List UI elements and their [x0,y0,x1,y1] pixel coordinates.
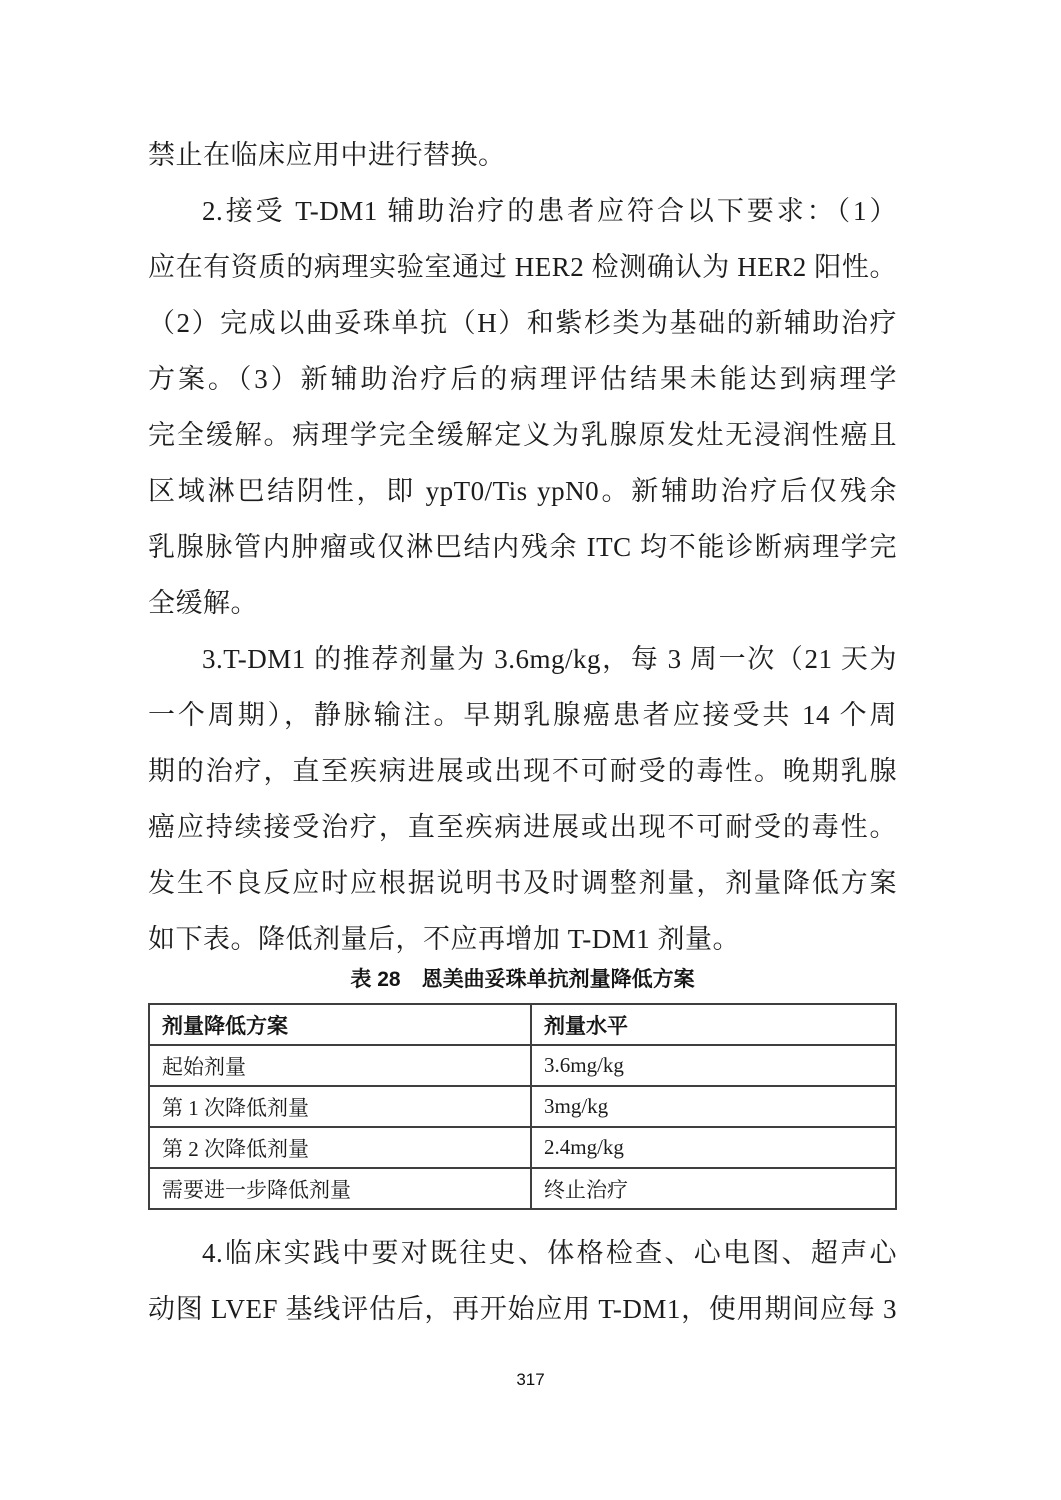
table-cell: 需要进一步降低剂量 [149,1168,531,1209]
table-row [149,1086,896,1127]
table-header-row [149,1004,896,1045]
body-line: 全缓解。 [148,588,258,618]
table-cell: 3.6mg/kg [531,1045,896,1086]
body-line: 癌应持续接受治疗，直至疾病进展或出现不可耐受的毒性。 [148,812,897,842]
body-line: 区域淋巴结阴性，即 ypT0/Tis ypN0。新辅助治疗后仅残余 [148,476,897,506]
table-cell: 第 2 次降低剂量 [149,1127,531,1168]
table-caption: 表 28 恩美曲妥珠单抗剂量降低方案 [350,968,695,991]
table-row [149,1045,896,1086]
table-cell: 终止治疗 [531,1168,896,1209]
table-cell: 第 1 次降低剂量 [149,1086,531,1127]
table-cell: 起始剂量 [149,1045,531,1086]
body-line: 一个周期），静脉输注。早期乳腺癌患者应接受共 14 个周 [148,700,897,730]
table-row [149,1168,896,1209]
body-line: 3.T-DM1 的推荐剂量为 3.6mg/kg，每 3 周一次（21 天为 [202,644,897,674]
body-text-after-table [148,1225,897,1337]
table-cell: 3mg/kg [531,1086,896,1127]
table-cell: 2.4mg/kg [531,1127,896,1168]
body-line: 应在有资质的病理实验室通过 HER2 检测确认为 HER2 阳性。 [148,252,897,282]
body-line: 禁止在临床应用中进行替换。 [148,140,506,170]
body-line: 乳腺脉管内肿瘤或仅淋巴结内残余 ITC 均不能诊断病理学完 [148,532,897,562]
body-line: 发生不良反应时应根据说明书及时调整剂量，剂量降低方案 [148,868,897,898]
body-line: 方案。（3）新辅助治疗后的病理评估结果未能达到病理学 [148,364,897,394]
body-line: 4.临床实践中要对既往史、体格检查、心电图、超声心 [202,1238,897,1268]
body-line: （2）完成以曲妥珠单抗（H）和紫杉类为基础的新辅助治疗 [148,308,897,338]
body-line: 2.接受 T-DM1 辅助治疗的患者应符合以下要求：（1） [202,196,897,226]
body-line: 期的治疗，直至疾病进展或出现不可耐受的毒性。晚期乳腺 [148,756,897,786]
table-row [149,1127,896,1168]
body-text [148,127,897,967]
body-line: 动图 LVEF 基线评估后，再开始应用 T-DM1，使用期间应每 3 [148,1294,897,1324]
table-header-cell: 剂量降低方案 [149,1004,531,1045]
table-header-cell: 剂量水平 [531,1004,896,1045]
page-number: 317 [516,1370,545,1389]
body-line: 完全缓解。病理学完全缓解定义为乳腺原发灶无浸润性癌且 [148,420,897,450]
body-line: 如下表。降低剂量后，不应再增加 T-DM1 剂量。 [148,924,741,954]
dose-reduction-table [148,1003,897,1210]
